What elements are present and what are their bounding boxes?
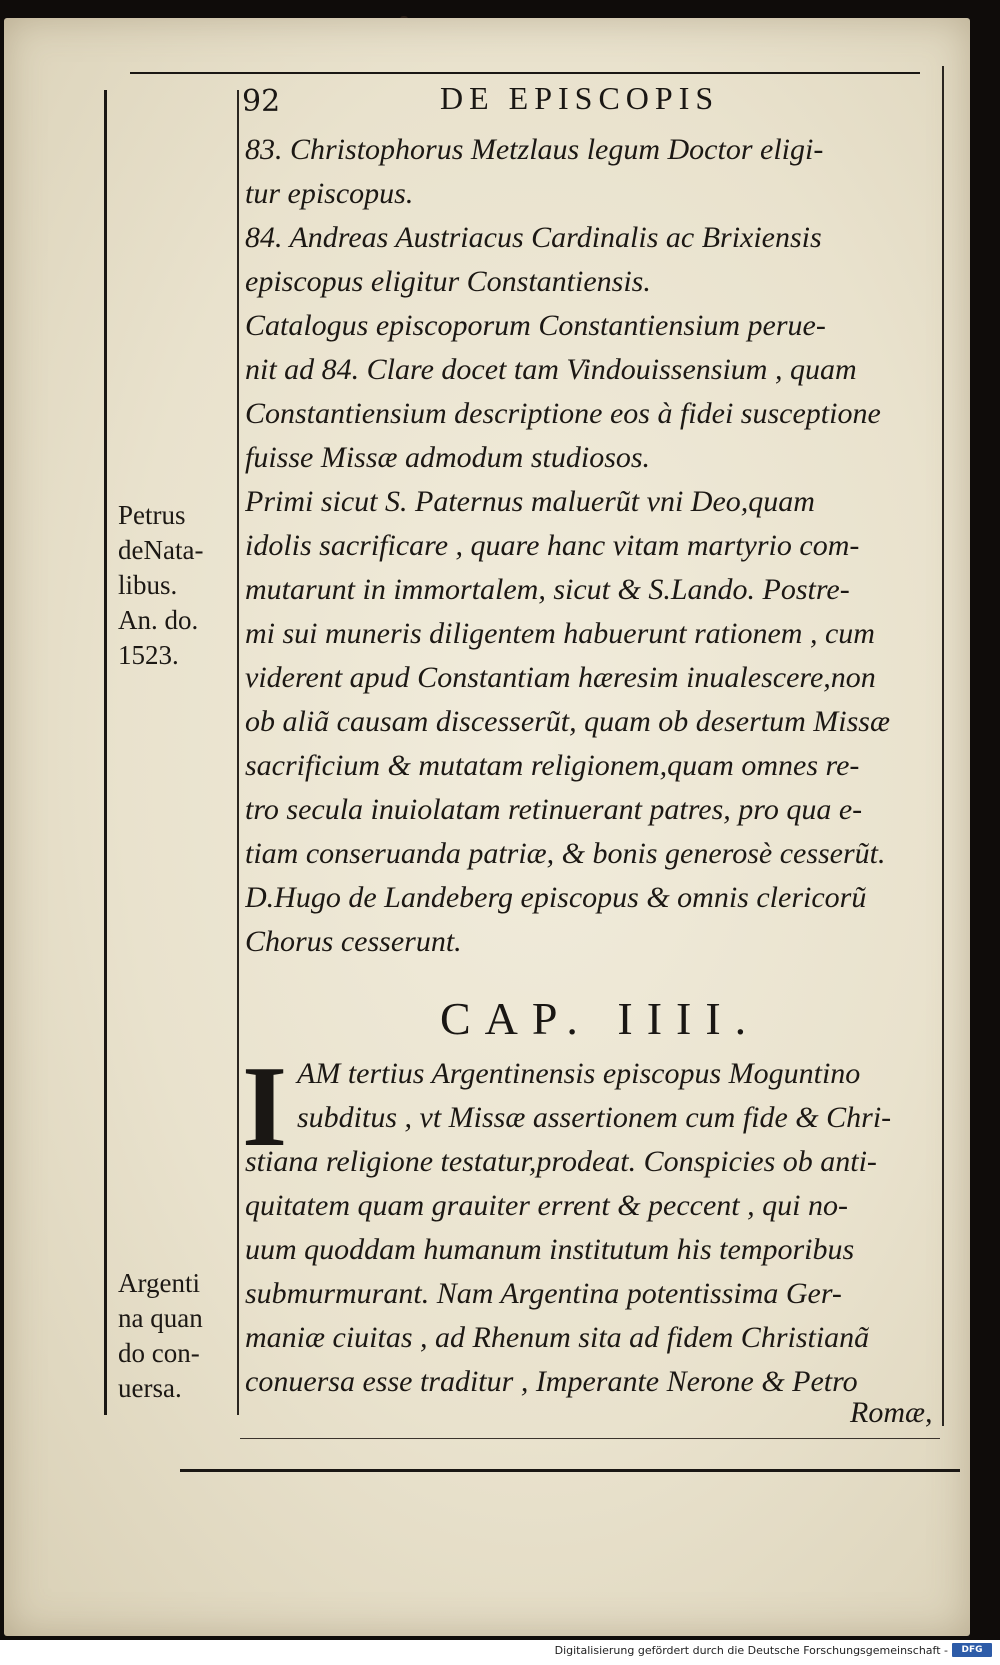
text-line: episcopus eligitur Constantiensis. <box>245 265 651 298</box>
text-line: Constantiensium descriptione eos à fidei susceptione <box>245 397 881 430</box>
dfg-logo-icon: DFG <box>952 1643 992 1657</box>
text-line: ob aliã causam discesserũt, quam ob desertum Missæ <box>245 705 890 738</box>
footer-bar <box>0 1640 1000 1665</box>
text-right-rule <box>942 66 944 1426</box>
marginal-note-petrus <box>118 498 203 673</box>
text-line: nit ad 84. Clare docet tam Vindouissensium , quam <box>245 353 857 386</box>
running-title: DE EPISCOPIS <box>440 80 720 116</box>
text-line: Primi sicut S. Paternus maluerũt vni Deo,quam <box>245 485 815 518</box>
text-block-top <box>245 128 940 964</box>
text-line: maniæ ciuitas , ad Rhenum sita ad fidem Christianã <box>245 1321 870 1354</box>
text-left-rule <box>237 90 239 1415</box>
text-bottom-rule <box>240 1438 940 1439</box>
marginal-line: An. do. <box>118 605 199 635</box>
text-line: tro secula inuiolatam retinuerant patres, pro qua e- <box>245 793 863 826</box>
marginal-line: do con- <box>118 1338 200 1368</box>
marginal-line: na quan <box>118 1303 203 1333</box>
marginal-line: Petrus <box>118 500 186 530</box>
text-line: sacrificium & mutatam religionem,quam omnes re- <box>245 749 860 782</box>
text-line: fuisse Missæ admodum studiosos. <box>245 441 651 474</box>
chapter-heading: CAP. IIII. <box>440 993 761 1044</box>
text-line: mutarunt in immortalem, sicut & S.Lando. Postre- <box>245 573 850 606</box>
marginal-line: Argenti <box>118 1268 200 1298</box>
bottom-rule <box>180 1469 960 1472</box>
text-line: AM tertius Argentinensis episcopus Moguntino <box>297 1057 861 1090</box>
text-line: tur episcopus. <box>245 177 414 210</box>
text-line: viderent apud Constantiam hæresim inualescere,non <box>245 661 876 694</box>
page-number: 92 <box>242 84 281 119</box>
funding-credit: Digitalisierung gefördert durch die Deutsche Forschungsgemeinschaft - <box>554 1644 948 1657</box>
marginal-line: 1523. <box>118 640 179 670</box>
text-line: 83. Christophorus Metzlaus legum Doctor eligi- <box>245 133 824 166</box>
marginal-note-argentina <box>118 1266 203 1406</box>
drop-cap: I <box>242 1043 288 1171</box>
text-line: submurmurant. Nam Argentina potentissima Ger- <box>245 1277 842 1310</box>
marginal-line: uersa. <box>118 1373 182 1403</box>
text-line: uum quoddam humanum institutum his temporibus <box>245 1233 855 1266</box>
text-line: 84. Andreas Austriacus Cardinalis ac Brixiensis <box>245 221 822 254</box>
text-line: mi sui muneris diligentem habuerunt rationem , cum <box>245 617 875 650</box>
catchword: Romæ, <box>850 1396 933 1429</box>
top-rule <box>130 72 920 74</box>
text-line: conuersa esse traditur , Imperante Nerone & Petro <box>245 1365 858 1398</box>
text-line: Catalogus episcoporum Constantiensium perue- <box>245 309 826 342</box>
text-line: Chorus cesserunt. <box>245 925 462 958</box>
text-line: stiana religione testatur,prodeat. Conspicies ob anti- <box>245 1145 877 1178</box>
text-line: tiam conseruanda patriæ, & bonis generosè cesserũt. <box>245 837 886 870</box>
margin-left-rule <box>104 90 107 1415</box>
marginal-line: libus. <box>118 570 178 600</box>
text-line: subditus , vt Missæ assertionem cum fide & Chri- <box>297 1101 892 1134</box>
text-line: quitatem quam grauiter errent & peccent , qui no- <box>245 1189 848 1222</box>
marginal-line: deNata- <box>118 535 204 565</box>
text-line: D.Hugo de Landeberg episcopus & omnis clericorũ <box>245 881 867 914</box>
text-line: idolis sacrificare , quare hanc vitam martyrio com- <box>245 529 860 562</box>
text-block-chapter <box>245 1052 940 1404</box>
